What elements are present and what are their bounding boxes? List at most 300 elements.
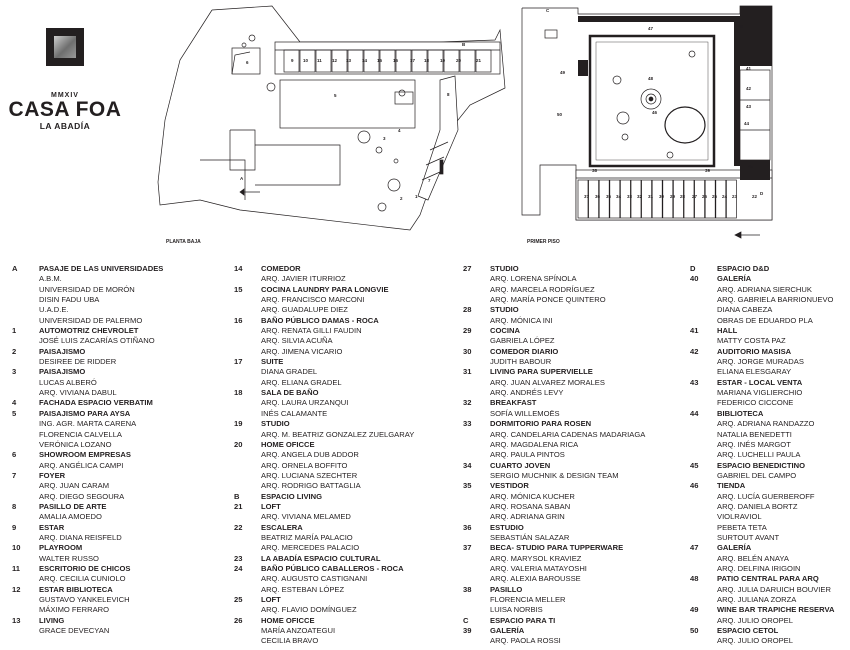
legend-entry-number: 6 bbox=[12, 450, 17, 460]
legend-entry bbox=[463, 471, 645, 481]
legend-entry-number bbox=[463, 316, 490, 326]
legend-entry-text: BREAKFAST bbox=[490, 398, 537, 408]
floor-label-ground: PLANTA BAJA bbox=[166, 239, 201, 245]
legend-entry-text: DIANA GRADEL bbox=[261, 367, 318, 377]
legend-entry-text: ARQ. ANGELA DUB ADDOR bbox=[261, 450, 359, 460]
legend-entry bbox=[463, 264, 645, 274]
legend-entry-text: PEBETA TETA bbox=[717, 522, 767, 532]
legend-entry-text: ARQ. MARYSOL KRAVIEZ bbox=[490, 553, 582, 563]
legend-entry-number: 11 bbox=[12, 563, 21, 573]
legend-entry-text: ARQ. PAULA PINTOS bbox=[490, 450, 565, 460]
legend-entry bbox=[234, 574, 414, 584]
legend-entry-number bbox=[690, 430, 717, 440]
legend-entry-text: ESPACIO D&D bbox=[717, 264, 770, 273]
legend-entry bbox=[690, 274, 834, 284]
legend-entry-number: 47 bbox=[690, 543, 699, 553]
plan-room-number: 50 bbox=[557, 112, 563, 117]
legend-entry-text: HOME OFICCE bbox=[261, 439, 315, 449]
first-floor-plan bbox=[522, 6, 772, 238]
legend-entry bbox=[690, 305, 834, 315]
legend-entry-text: ARQ. JAVIER ITURRIOZ bbox=[261, 274, 346, 284]
legend-entry-number bbox=[12, 274, 39, 284]
legend-entry bbox=[690, 564, 834, 574]
legend-entry-number bbox=[463, 554, 490, 564]
legend-entry bbox=[234, 264, 414, 274]
legend-entry-number bbox=[463, 574, 490, 584]
legend-entry-text: ARQ. VIVIANA DABUL bbox=[39, 388, 117, 398]
legend-entry-text: ARQ. ANDRÉS LEVY bbox=[490, 388, 564, 398]
plan-room-number: 47 bbox=[648, 26, 654, 31]
legend-entry bbox=[463, 481, 645, 491]
legend-entry-number bbox=[234, 461, 261, 471]
legend-column-2 bbox=[234, 264, 414, 647]
legend-entry-text: ARQ. ANGÉLICA CAMPI bbox=[39, 460, 124, 470]
legend-entry bbox=[12, 533, 163, 543]
legend-entry bbox=[690, 461, 834, 471]
legend-entry bbox=[12, 347, 163, 357]
legend-entry-number bbox=[234, 636, 261, 646]
plan-room-number: D bbox=[760, 191, 764, 196]
legend-entry-text: ARQ. JIMENA VICARIO bbox=[261, 346, 343, 356]
legend-entry bbox=[463, 595, 645, 605]
legend-entry-text: ARQ. DELFINA IRIGOIN bbox=[717, 563, 801, 573]
legend-entry-number: 31 bbox=[463, 367, 472, 377]
legend-entry bbox=[463, 523, 645, 533]
legend-entry-text: ARQ. AUGUSTO CASTIGNANI bbox=[261, 574, 368, 584]
legend-entry-number: 49 bbox=[690, 605, 699, 615]
legend-entry-number: D bbox=[690, 264, 696, 273]
legend-entry bbox=[463, 378, 645, 388]
legend-entry bbox=[690, 336, 834, 346]
legend-entry-text: AUTOMOTRIZ CHEVROLET bbox=[39, 326, 139, 336]
legend-entry-text: VERÓNICA LOZANO bbox=[39, 439, 112, 449]
legend-entry-text: LOFT bbox=[261, 595, 281, 604]
plan-room-number: 22 bbox=[752, 194, 758, 199]
legend-entry-text: FLORENCIA CALVELLA bbox=[39, 429, 123, 439]
legend-entry-number bbox=[690, 316, 717, 326]
legend-entry-text: ARQ. DIEGO SEGOURA bbox=[39, 491, 125, 501]
legend-entry bbox=[12, 285, 163, 295]
legend-entry bbox=[12, 574, 163, 584]
legend-entry-number: 48 bbox=[690, 574, 699, 584]
legend-entry-number bbox=[463, 502, 490, 512]
legend-entry-number: B bbox=[234, 491, 240, 501]
plan-room-number: 38 bbox=[592, 168, 598, 173]
legend-entry-text: DESIREE DE RIDDER bbox=[39, 357, 117, 367]
legend-entry bbox=[463, 512, 645, 522]
plan-room-number: 46 bbox=[652, 110, 658, 115]
legend-entry-number bbox=[12, 481, 39, 491]
plan-room-number: A bbox=[240, 176, 244, 181]
legend-entry-text: SALA DE BAÑO bbox=[261, 388, 319, 398]
plan-room-number: 18 bbox=[424, 58, 430, 63]
legend-entry-text: ARQ. LAURA URZANQUI bbox=[261, 398, 349, 408]
legend-entry bbox=[463, 605, 645, 615]
legend-entry-number bbox=[12, 305, 39, 315]
legend-entry bbox=[234, 357, 414, 367]
plan-room-number: 19 bbox=[440, 58, 446, 63]
legend-entry bbox=[12, 440, 163, 450]
legend-entry-number bbox=[12, 461, 39, 471]
legend-entry bbox=[234, 512, 414, 522]
legend-entry-number: 50 bbox=[690, 626, 699, 636]
legend-entry-number: 40 bbox=[690, 274, 699, 284]
plan-room-number: 26 bbox=[702, 194, 708, 199]
plan-room-number: 39 bbox=[705, 168, 711, 173]
legend-entry-text: A.B.M. bbox=[39, 274, 62, 284]
plan-room-number: 45 bbox=[748, 164, 754, 169]
legend-entry-number bbox=[463, 471, 490, 481]
legend-entry-number bbox=[690, 616, 717, 626]
legend-entry bbox=[12, 367, 163, 377]
legend-entry bbox=[463, 336, 645, 346]
legend-entry-text: OBRAS DE EDUARDO PLA bbox=[717, 315, 813, 325]
legend-entry-text: MARÍA ANZOATEGUI bbox=[261, 626, 336, 636]
legend-entry-number bbox=[463, 605, 490, 615]
legend-entry bbox=[463, 461, 645, 471]
legend-entry-number: 27 bbox=[463, 264, 472, 273]
plan-room-number: 35 bbox=[606, 194, 612, 199]
legend-entry bbox=[12, 264, 163, 274]
legend-entry bbox=[463, 398, 645, 408]
legend-entry bbox=[234, 316, 414, 326]
legend-entry-number: 20 bbox=[234, 439, 243, 449]
legend-entry-number bbox=[234, 626, 261, 636]
plan-room-number: 28 bbox=[680, 194, 686, 199]
plan-room-number: 3 bbox=[383, 136, 386, 141]
legend-entry-number bbox=[690, 554, 717, 564]
legend-entry-text: ARQ. PAOLA ROSSI bbox=[490, 636, 561, 646]
legend-entry-number: 42 bbox=[690, 346, 699, 356]
legend-entry bbox=[463, 440, 645, 450]
legend-entry-number bbox=[463, 388, 490, 398]
legend-entry-number bbox=[12, 316, 39, 326]
legend-entry bbox=[12, 512, 163, 522]
legend-entry bbox=[234, 347, 414, 357]
legend-entry bbox=[463, 388, 645, 398]
legend-entry-text: LA ABADÍA ESPACIO CULTURAL bbox=[261, 553, 381, 563]
legend-entry-text: ARQ. DANIELA BORTZ bbox=[717, 501, 798, 511]
legend-entry-text: ARQ. JULIANA ZORZA bbox=[717, 595, 797, 604]
legend-entry bbox=[234, 274, 414, 284]
legend-entry-number bbox=[12, 430, 39, 440]
plan-room-number: B bbox=[462, 42, 466, 47]
legend-entry bbox=[463, 554, 645, 564]
legend-entry bbox=[463, 502, 645, 512]
legend-entry-text: ARQ. ADRIANA GRIN bbox=[490, 512, 565, 522]
legend-entry-text: ARQ. CECILIA CUNIOLO bbox=[39, 574, 126, 584]
legend-entry bbox=[463, 616, 645, 626]
legend-entry bbox=[463, 585, 645, 595]
legend-entry-number bbox=[12, 388, 39, 398]
legend-entry-text: LUISA NORBIS bbox=[490, 605, 543, 615]
casa-foa-logo bbox=[0, 28, 130, 131]
legend-entry-number: C bbox=[463, 615, 469, 625]
legend-column-4 bbox=[690, 264, 834, 647]
legend-entry-number: 36 bbox=[463, 522, 472, 532]
legend-entry-number: 39 bbox=[463, 626, 472, 636]
legend-entry-number: 41 bbox=[690, 326, 699, 336]
legend-entry bbox=[463, 574, 645, 584]
legend-entry bbox=[12, 409, 163, 419]
logo-emblem-icon bbox=[46, 28, 84, 66]
legend-entry bbox=[12, 523, 163, 533]
legend-entry-number bbox=[690, 419, 717, 429]
legend-entry-number bbox=[234, 574, 261, 584]
plan-room-number: 31 bbox=[648, 194, 654, 199]
legend-entry-number bbox=[463, 492, 490, 502]
floor-label-first: PRIMER PISO bbox=[527, 239, 560, 245]
legend-entry bbox=[234, 285, 414, 295]
legend-entry-text: LIVING bbox=[39, 615, 65, 625]
legend-entry-text: ING. AGR. MARTA CARENA bbox=[39, 419, 137, 429]
legend-entry-text: HALL bbox=[717, 326, 738, 336]
legend-entry-text: GABRIELA LÓPEZ bbox=[490, 336, 555, 346]
legend-entry-text: JUDITH BABOUR bbox=[490, 357, 552, 367]
legend-entry-number: 9 bbox=[12, 522, 17, 532]
legend-entry bbox=[12, 502, 163, 512]
plan-room-number: 10 bbox=[303, 58, 309, 63]
legend-entry-number bbox=[690, 595, 717, 605]
legend-entry-text: ELIANA ELESGARAY bbox=[717, 367, 792, 377]
legend-entry-number bbox=[690, 440, 717, 450]
legend-entry-text: ARQ. JUAN ALVAREZ MORALES bbox=[490, 377, 605, 387]
legend-entry bbox=[12, 295, 163, 305]
legend-entry-text: DISIN FADU UBA bbox=[39, 295, 100, 305]
legend-entry bbox=[463, 316, 645, 326]
legend-entry bbox=[690, 357, 834, 367]
legend-entry-number bbox=[690, 533, 717, 543]
legend-entry bbox=[12, 564, 163, 574]
legend-entry-text: NATALIA BENEDETTI bbox=[717, 429, 792, 439]
legend-entry bbox=[463, 357, 645, 367]
legend-entry-text: VESTIDOR bbox=[490, 481, 529, 491]
legend-entry-text: PATIO CENTRAL PARA ARQ bbox=[717, 574, 819, 584]
legend-entry-number bbox=[234, 512, 261, 522]
legend-entry-text: ARQ. ADRIANA SIERCHUK bbox=[717, 284, 812, 294]
legend-entry bbox=[690, 347, 834, 357]
plan-room-number: 6 bbox=[246, 60, 249, 65]
legend-entry bbox=[690, 450, 834, 460]
legend-entry-number bbox=[12, 295, 39, 305]
legend-entry-number: 28 bbox=[463, 305, 472, 315]
legend-entry-number bbox=[690, 585, 717, 595]
legend-entry-number: 16 bbox=[234, 315, 243, 325]
legend-entry bbox=[234, 543, 414, 553]
legend-entry-text: GABRIEL DEL CAMPO bbox=[717, 470, 797, 480]
legend-entry-number bbox=[234, 605, 261, 615]
legend-entry-text: ESCALERA bbox=[261, 522, 303, 532]
legend-entry-text: TIENDA bbox=[717, 481, 746, 491]
legend-entry-text: FACHADA ESPACIO VERBATIM bbox=[39, 398, 153, 408]
legend-entry-text: LIVING PARA SUPERVIELLE bbox=[490, 367, 593, 377]
plan-room-number: 25 bbox=[712, 194, 718, 199]
legend-entry-text: SOFÍA WILLEMOËS bbox=[490, 408, 560, 418]
legend-column-3 bbox=[463, 264, 645, 647]
plan-room-number: 49 bbox=[560, 70, 566, 75]
legend-entry bbox=[690, 295, 834, 305]
legend-entry-text: ARQ. ORNELA BOFFITO bbox=[261, 460, 348, 470]
plan-room-number: 4 bbox=[398, 128, 401, 133]
legend-entry-number bbox=[690, 636, 717, 646]
legend-entry-number: 44 bbox=[690, 408, 699, 418]
legend-entry bbox=[12, 336, 163, 346]
legend-entry bbox=[463, 409, 645, 419]
legend-entry-text: ARQ. MERCEDES PALACIO bbox=[261, 543, 360, 553]
legend-entry-text: ARQ. FRANCISCO MARCONI bbox=[261, 295, 365, 305]
legend-entry-text: ARQ. ROSANA SABAN bbox=[490, 501, 571, 511]
legend-entry bbox=[234, 398, 414, 408]
logo-roman-numeral: MMXIV bbox=[51, 92, 79, 99]
legend-entry-text: COMEDOR bbox=[261, 264, 301, 273]
legend-entry-text: ESCRITORIO DE CHICOS bbox=[39, 563, 131, 573]
legend-entry bbox=[690, 264, 834, 274]
legend-entry bbox=[12, 543, 163, 553]
legend-entry bbox=[12, 388, 163, 398]
legend-entry-text: BAÑO PÚBLICO DAMAS - ROCA bbox=[261, 315, 379, 325]
legend-entry bbox=[234, 481, 414, 491]
legend-entry-number bbox=[690, 564, 717, 574]
plan-room-number: 12 bbox=[332, 58, 338, 63]
legend-entry-number bbox=[234, 336, 261, 346]
legend-entry-number bbox=[234, 347, 261, 357]
plan-room-number: 15 bbox=[377, 58, 383, 63]
legend-entry-number: 4 bbox=[12, 398, 17, 408]
legend-entry bbox=[463, 626, 645, 636]
legend-entry-number bbox=[690, 305, 717, 315]
legend-entry-number bbox=[463, 450, 490, 460]
legend-entry-text: SUITE bbox=[261, 357, 284, 367]
legend-entry-number: 38 bbox=[463, 584, 472, 594]
legend-entry bbox=[690, 378, 834, 388]
legend-entry-number bbox=[463, 409, 490, 419]
legend-entry-text: SHOWROOM EMPRESAS bbox=[39, 450, 131, 460]
legend-entry bbox=[12, 492, 163, 502]
legend-entry bbox=[690, 543, 834, 553]
legend-entry-text: FLORENCIA MELLER bbox=[490, 595, 566, 604]
plan-room-number: 48 bbox=[648, 76, 654, 81]
legend-entry-text: FOYER bbox=[39, 470, 66, 480]
legend-entry-number bbox=[234, 367, 261, 377]
legend-entry-number bbox=[690, 450, 717, 460]
legend-entry-number: 5 bbox=[12, 408, 17, 418]
legend-entry-text: ARQ. JULIO OROPEL bbox=[717, 636, 793, 646]
legend-entry-text: ESPACIO PARA TI bbox=[490, 615, 556, 625]
legend-entry bbox=[690, 523, 834, 533]
legend-entry-text: MÁXIMO FERRARO bbox=[39, 605, 110, 615]
legend-entry-text: ARQ. JUAN CARAM bbox=[39, 481, 110, 491]
legend-entry-text: GALERÍA bbox=[717, 543, 752, 553]
legend-entry bbox=[463, 305, 645, 315]
legend-entry-text: ARQ. MAGDALENA RICA bbox=[490, 439, 579, 449]
plan-room-number: 13 bbox=[346, 58, 352, 63]
legend-entry-text: WINE BAR TRAPICHE RESERVA bbox=[717, 605, 835, 615]
legend-entry-text: COMEDOR DIARIO bbox=[490, 346, 559, 356]
legend-entry-text: ARQ. BELÉN ANAYA bbox=[717, 553, 789, 563]
legend-entry-text: ARQ. ELIANA GRADEL bbox=[261, 377, 342, 387]
legend-entry-text: ARQ. LUCÍA GUERBEROFF bbox=[717, 491, 815, 501]
legend-entry-text: ARQ. MÓNICA KUCHER bbox=[490, 491, 575, 501]
legend-entry bbox=[463, 450, 645, 460]
legend-entry-number: 18 bbox=[234, 388, 243, 398]
legend-entry-number: 8 bbox=[12, 501, 17, 511]
legend-entry-number bbox=[463, 564, 490, 574]
legend-entry-number bbox=[234, 533, 261, 543]
legend-entry bbox=[690, 574, 834, 584]
legend-entry-text: GUSTAVO YANKELEVICH bbox=[39, 595, 130, 604]
legend-entry-text: ARQ. FLAVIO DOMÍNGUEZ bbox=[261, 605, 357, 615]
plan-room-number: 8 bbox=[447, 92, 450, 97]
legend-entry-text: BAÑO PÚBLICO CABALLEROS - ROCA bbox=[261, 563, 404, 573]
plan-room-number: 40 bbox=[738, 24, 744, 29]
legend-entry-text: PAISAJISMO PARA AYSA bbox=[39, 408, 131, 418]
legend-entry-number bbox=[234, 378, 261, 388]
legend-entry-text: CECILIA BRAVO bbox=[261, 636, 319, 646]
legend-entry-number bbox=[463, 285, 490, 295]
legend-entry-text: ARQ. GUADALUPE DIEZ bbox=[261, 305, 348, 315]
logo-subtitle: LA ABADÍA bbox=[39, 121, 91, 131]
legend-entry-text: ESTAR bbox=[39, 522, 65, 532]
legend-entry-number bbox=[234, 326, 261, 336]
legend-entry bbox=[12, 626, 163, 636]
legend-entry-text: UNIVERSIDAD DE MORÓN bbox=[39, 284, 135, 294]
legend-entry bbox=[234, 295, 414, 305]
legend-entry-text: CUARTO JOVEN bbox=[490, 460, 551, 470]
legend-entry bbox=[12, 595, 163, 605]
legend-entry-number bbox=[234, 543, 261, 553]
legend-entry-text: ARQ. SILVIA ACUÑA bbox=[261, 336, 333, 346]
legend-entry bbox=[690, 585, 834, 595]
legend-entry bbox=[690, 367, 834, 377]
legend-entry-text: VIOLRAVIOL bbox=[717, 512, 762, 522]
legend-entry bbox=[234, 305, 414, 315]
legend-entry bbox=[234, 502, 414, 512]
legend-entry bbox=[234, 388, 414, 398]
legend-entry bbox=[12, 450, 163, 460]
legend-entry-text: ESPACIO BENEDICTINO bbox=[717, 460, 806, 470]
legend-entry-number: 32 bbox=[463, 398, 472, 408]
legend-entry-text: ESPACIO LIVING bbox=[261, 491, 323, 501]
legend-entry-number bbox=[234, 450, 261, 460]
plan-room-number: 33 bbox=[627, 194, 633, 199]
legend-entry-text: ESTAR BIBLIOTECA bbox=[39, 584, 113, 594]
legend-entry bbox=[234, 492, 414, 502]
legend-entry-text: ARQ. VIVIANA MELAMED bbox=[261, 512, 351, 522]
legend-entry-number bbox=[12, 554, 39, 564]
legend-entry bbox=[463, 430, 645, 440]
legend-entry bbox=[234, 595, 414, 605]
legend-entry bbox=[690, 430, 834, 440]
legend-entry-text: BECA- STUDIO PARA TUPPERWARE bbox=[490, 543, 624, 553]
legend-entry-text: SEBASTIÁN SALAZAR bbox=[490, 532, 570, 542]
legend-entry bbox=[690, 409, 834, 419]
legend-entry bbox=[12, 461, 163, 471]
legend-entry bbox=[690, 285, 834, 295]
legend-entry bbox=[234, 409, 414, 419]
legend-entry-text: ARQ. JULIO OROPEL bbox=[717, 615, 793, 625]
legend-entry-text: UNIVERSIDAD DE PALERMO bbox=[39, 315, 143, 325]
plan-room-number: 24 bbox=[722, 194, 728, 199]
legend-entry-text: COCINA bbox=[490, 326, 520, 336]
legend-entry bbox=[234, 419, 414, 429]
legend-entry bbox=[12, 378, 163, 388]
legend-entry bbox=[463, 564, 645, 574]
legend-entry-text: ARQ. RENATA GILLI FAUDIN bbox=[261, 326, 362, 336]
plan-room-number: 14 bbox=[362, 58, 368, 63]
legend-entry-text: BEATRIZ MARÍA PALACIO bbox=[261, 532, 353, 542]
legend-entry bbox=[234, 585, 414, 595]
legend-entry-text: STUDIO bbox=[261, 419, 290, 429]
